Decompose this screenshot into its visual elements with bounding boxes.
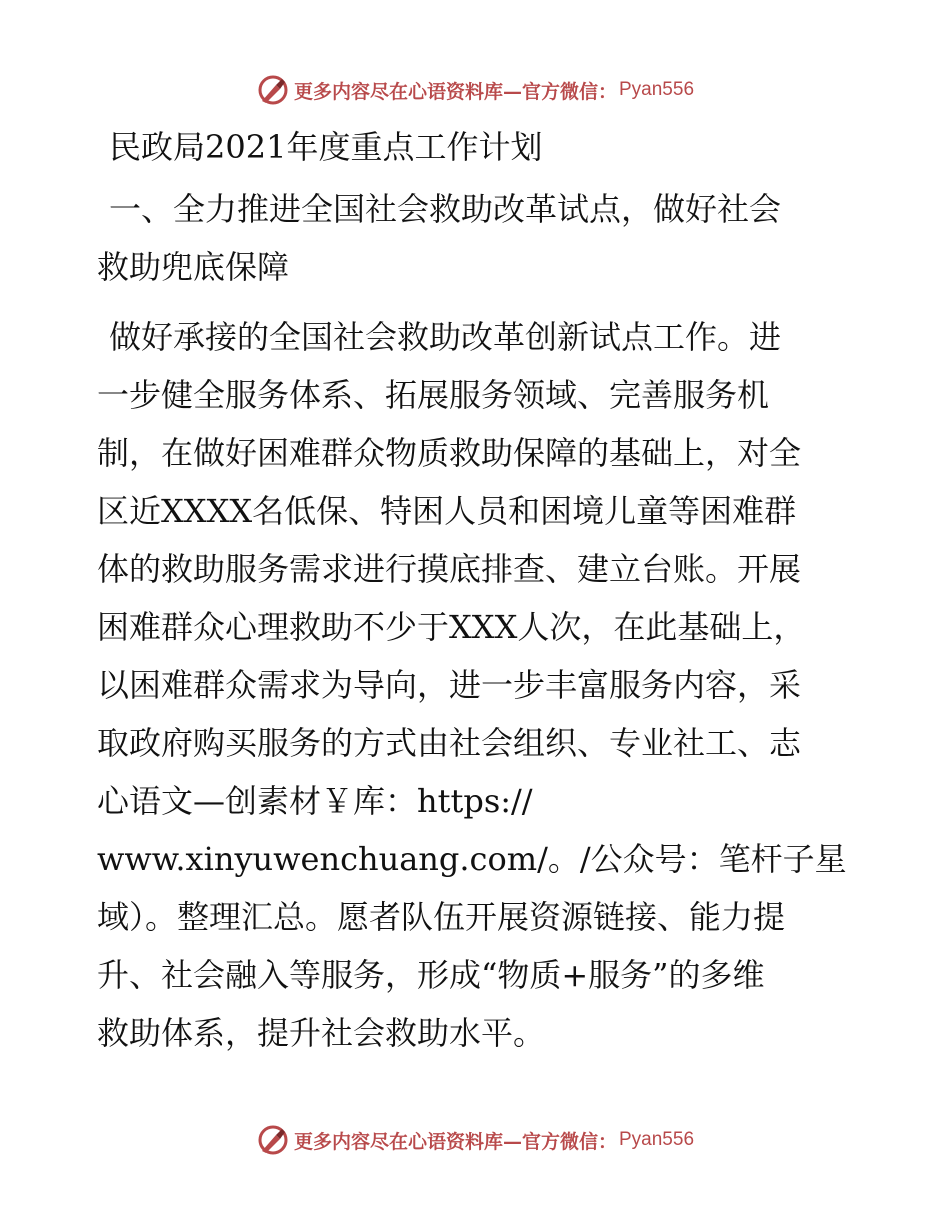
watermark-text: 更多内容尽在心语资料库—官方微信：	[293, 80, 617, 103]
watermark-header	[0, 70, 950, 110]
watermark-text: 更多内容尽在心语资料库—官方微信：	[293, 1130, 617, 1153]
paragraph-line: www.xinyuwenchuang.com/。/公众号：笔杆子星	[97, 840, 847, 878]
paragraph-line: 区近XXXX名低保、特困人员和困境儿童等困难群	[97, 492, 797, 530]
section-heading-line: 一、全力推进全国社会救助改革试点，做好社会	[109, 190, 782, 228]
paragraph-line: 一步健全服务体系、拓展服务领域、完善服务机	[97, 376, 770, 414]
document-body	[97, 118, 867, 1062]
paragraph-line: 取政府购买服务的方式由社会组织、专业社工、志	[97, 724, 802, 762]
paragraph-line: 救助体系，提升社会救助水平。	[97, 1014, 546, 1052]
paragraph-line: 体的救助服务需求进行摸底排查、建立台账。开展	[97, 550, 802, 588]
pen-logo-icon	[256, 73, 290, 107]
paragraph-line: 困难群众心理救助不少于XXX人次，在此基础上，	[97, 608, 806, 646]
paragraph-line: 以困难群众需求为导向，进一步丰富服务内容，采	[97, 666, 802, 704]
pen-logo-icon	[256, 1123, 290, 1157]
section-heading-line: 救助兜底保障	[97, 248, 290, 286]
watermark-wechat-id: Pyan556	[619, 1129, 695, 1150]
document-title: 民政局2021年度重点工作计划	[109, 128, 543, 166]
watermark-footer	[0, 1120, 950, 1160]
paragraph	[97, 308, 867, 1062]
paragraph-line: 升、社会融入等服务，形成“物质+服务”的多维	[97, 956, 765, 994]
paragraph-line: 做好承接的全国社会救助改革创新试点工作。进	[109, 318, 782, 356]
paragraph-line: 心语文—创素材￥库：https://	[97, 782, 533, 820]
paragraph-line: 域）。整理汇总。愿者队伍开展资源链接、能力提	[97, 898, 786, 936]
section-heading	[97, 180, 867, 296]
paragraph-line: 制，在做好困难群众物质救助保障的基础上，对全	[97, 434, 802, 472]
watermark-wechat-id: Pyan556	[619, 79, 695, 100]
